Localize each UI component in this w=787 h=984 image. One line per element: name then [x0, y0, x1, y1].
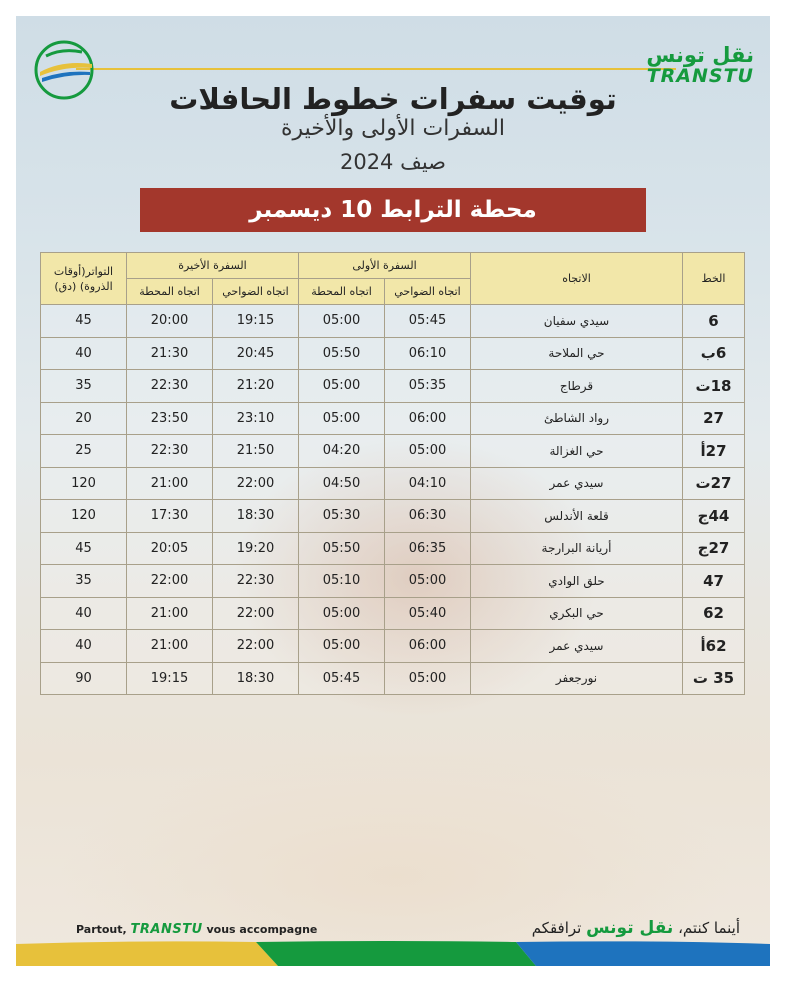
frequency: 40: [41, 337, 127, 370]
brand-name-latin: TRANSTU: [646, 65, 754, 87]
header-divider-line: [76, 68, 676, 70]
table-row: [41, 532, 745, 565]
last-to-station: 17:30: [127, 500, 213, 533]
last-to-station: 22:30: [127, 370, 213, 403]
direction: حي البكري: [471, 597, 683, 630]
first-to-station: 05:10: [299, 565, 385, 598]
line-number: 27: [683, 402, 745, 435]
frequency: 45: [41, 532, 127, 565]
table-row: [41, 500, 745, 533]
table-row: [41, 565, 745, 598]
frequency: 120: [41, 467, 127, 500]
footer-ar-brand: نقل تونس: [586, 918, 674, 938]
table-row: [41, 662, 745, 695]
frequency: 35: [41, 370, 127, 403]
frequency: 45: [41, 305, 127, 338]
first-to-suburbs: 05:35: [385, 370, 471, 403]
first-to-station: 05:00: [299, 402, 385, 435]
header-first-to-station: اتجاه المحطة: [299, 279, 385, 305]
header-first-trip: السفرة الأولى: [299, 253, 471, 279]
last-to-suburbs: 22:30: [213, 565, 299, 598]
header-direction: الاتجاه: [471, 253, 683, 305]
direction: سيدي عمر: [471, 467, 683, 500]
line-number: 27ج: [683, 532, 745, 565]
first-to-station: 05:30: [299, 500, 385, 533]
header-last-trip: السفرة الأخيرة: [127, 253, 299, 279]
last-to-suburbs: 22:00: [213, 467, 299, 500]
line-number: 62: [683, 597, 745, 630]
table-row: [41, 597, 745, 630]
frequency: 120: [41, 500, 127, 533]
direction: حي الملاحة: [471, 337, 683, 370]
first-to-suburbs: 05:00: [385, 565, 471, 598]
last-to-suburbs: 21:20: [213, 370, 299, 403]
direction: حي الغزالة: [471, 435, 683, 468]
schedule-table: [40, 252, 745, 695]
page-title: توقيت سفرات خطوط الحافلات: [169, 82, 617, 116]
first-to-suburbs: 06:00: [385, 402, 471, 435]
direction: سيدي سفيان: [471, 305, 683, 338]
line-number: 27ت: [683, 467, 745, 500]
last-to-suburbs: 22:00: [213, 630, 299, 663]
table-row: [41, 435, 745, 468]
last-to-station: 21:30: [127, 337, 213, 370]
last-to-suburbs: 19:15: [213, 305, 299, 338]
header-last-to-suburbs: اتجاه الضواحي: [213, 279, 299, 305]
first-to-station: 05:50: [299, 337, 385, 370]
last-to-suburbs: 23:10: [213, 402, 299, 435]
footer-fr-brand: TRANSTU: [130, 922, 203, 937]
frequency: 90: [41, 662, 127, 695]
footer-slogan-arabic: [532, 918, 740, 938]
frequency: 20: [41, 402, 127, 435]
line-number: 6ب: [683, 337, 745, 370]
header-frequency: التواتر(أوقات الذروة) (دق): [41, 253, 127, 305]
table-row: [41, 402, 745, 435]
last-to-station: 19:15: [127, 662, 213, 695]
first-to-suburbs: 05:40: [385, 597, 471, 630]
header-line: الخط: [683, 253, 745, 305]
frequency: 40: [41, 597, 127, 630]
first-to-suburbs: 05:00: [385, 662, 471, 695]
transtu-logo: [646, 44, 754, 86]
direction: قلعة الأندلس: [471, 500, 683, 533]
first-to-station: 05:50: [299, 532, 385, 565]
first-to-station: 05:00: [299, 597, 385, 630]
header-last-to-station: اتجاه المحطة: [127, 279, 213, 305]
last-to-station: 21:00: [127, 467, 213, 500]
last-to-suburbs: 19:20: [213, 532, 299, 565]
last-to-station: 22:00: [127, 565, 213, 598]
footer-slogan-french: [76, 922, 317, 937]
last-to-suburbs: 20:45: [213, 337, 299, 370]
first-to-suburbs: 05:00: [385, 435, 471, 468]
schedule-poster: [16, 16, 770, 966]
footer-fr-prefix: Partout,: [76, 923, 127, 936]
first-to-station: 05:00: [299, 630, 385, 663]
frequency: 40: [41, 630, 127, 663]
last-to-station: 23:50: [127, 402, 213, 435]
last-to-suburbs: 21:50: [213, 435, 299, 468]
line-number: 18ت: [683, 370, 745, 403]
table-row: [41, 467, 745, 500]
first-to-suburbs: 06:30: [385, 500, 471, 533]
footer-fr-suffix: vous accompagne: [206, 923, 318, 936]
frequency: 35: [41, 565, 127, 598]
brand-name-arabic: نقل تونس: [646, 43, 754, 67]
line-number: 62أ: [683, 630, 745, 663]
first-to-suburbs: 06:00: [385, 630, 471, 663]
footer-ar-suffix: ترافقكم: [531, 919, 582, 937]
page-subtitle: السفرات الأولى والأخيرة: [280, 116, 506, 141]
last-to-station: 21:00: [127, 597, 213, 630]
first-to-station: 05:45: [299, 662, 385, 695]
last-to-station: 20:00: [127, 305, 213, 338]
line-number: 27أ: [683, 435, 745, 468]
first-to-suburbs: 06:10: [385, 337, 471, 370]
season-label: صيف 2024: [339, 150, 447, 174]
footer-ar-prefix: أينما كنتم،: [678, 919, 740, 937]
table-row: [41, 630, 745, 663]
station-banner: محطة الترابط 10 ديسمبر: [140, 188, 646, 232]
last-to-station: 21:00: [127, 630, 213, 663]
line-number: 47: [683, 565, 745, 598]
first-to-station: 05:00: [299, 370, 385, 403]
table-row: [41, 370, 745, 403]
first-to-suburbs: 06:35: [385, 532, 471, 565]
direction: رواد الشاطئ: [471, 402, 683, 435]
line-number: 35 ت: [683, 662, 745, 695]
first-to-station: 04:50: [299, 467, 385, 500]
direction: سيدي عمر: [471, 630, 683, 663]
frequency: 25: [41, 435, 127, 468]
line-number: 44ج: [683, 500, 745, 533]
last-to-suburbs: 18:30: [213, 662, 299, 695]
first-to-suburbs: 04:10: [385, 467, 471, 500]
line-number: 6: [683, 305, 745, 338]
last-to-station: 20:05: [127, 532, 213, 565]
last-to-suburbs: 18:30: [213, 500, 299, 533]
direction: قرطاج: [471, 370, 683, 403]
direction: نورجعفر: [471, 662, 683, 695]
direction: حلق الوادي: [471, 565, 683, 598]
direction: أريانة البرارجة: [471, 532, 683, 565]
first-to-station: 05:00: [299, 305, 385, 338]
footer-color-stripes: [16, 940, 770, 966]
first-to-suburbs: 05:45: [385, 305, 471, 338]
last-to-station: 22:30: [127, 435, 213, 468]
first-to-station: 04:20: [299, 435, 385, 468]
last-to-suburbs: 22:00: [213, 597, 299, 630]
header-first-to-suburbs: اتجاه الضواحي: [385, 279, 471, 305]
table-row: [41, 337, 745, 370]
table-row: [41, 305, 745, 338]
